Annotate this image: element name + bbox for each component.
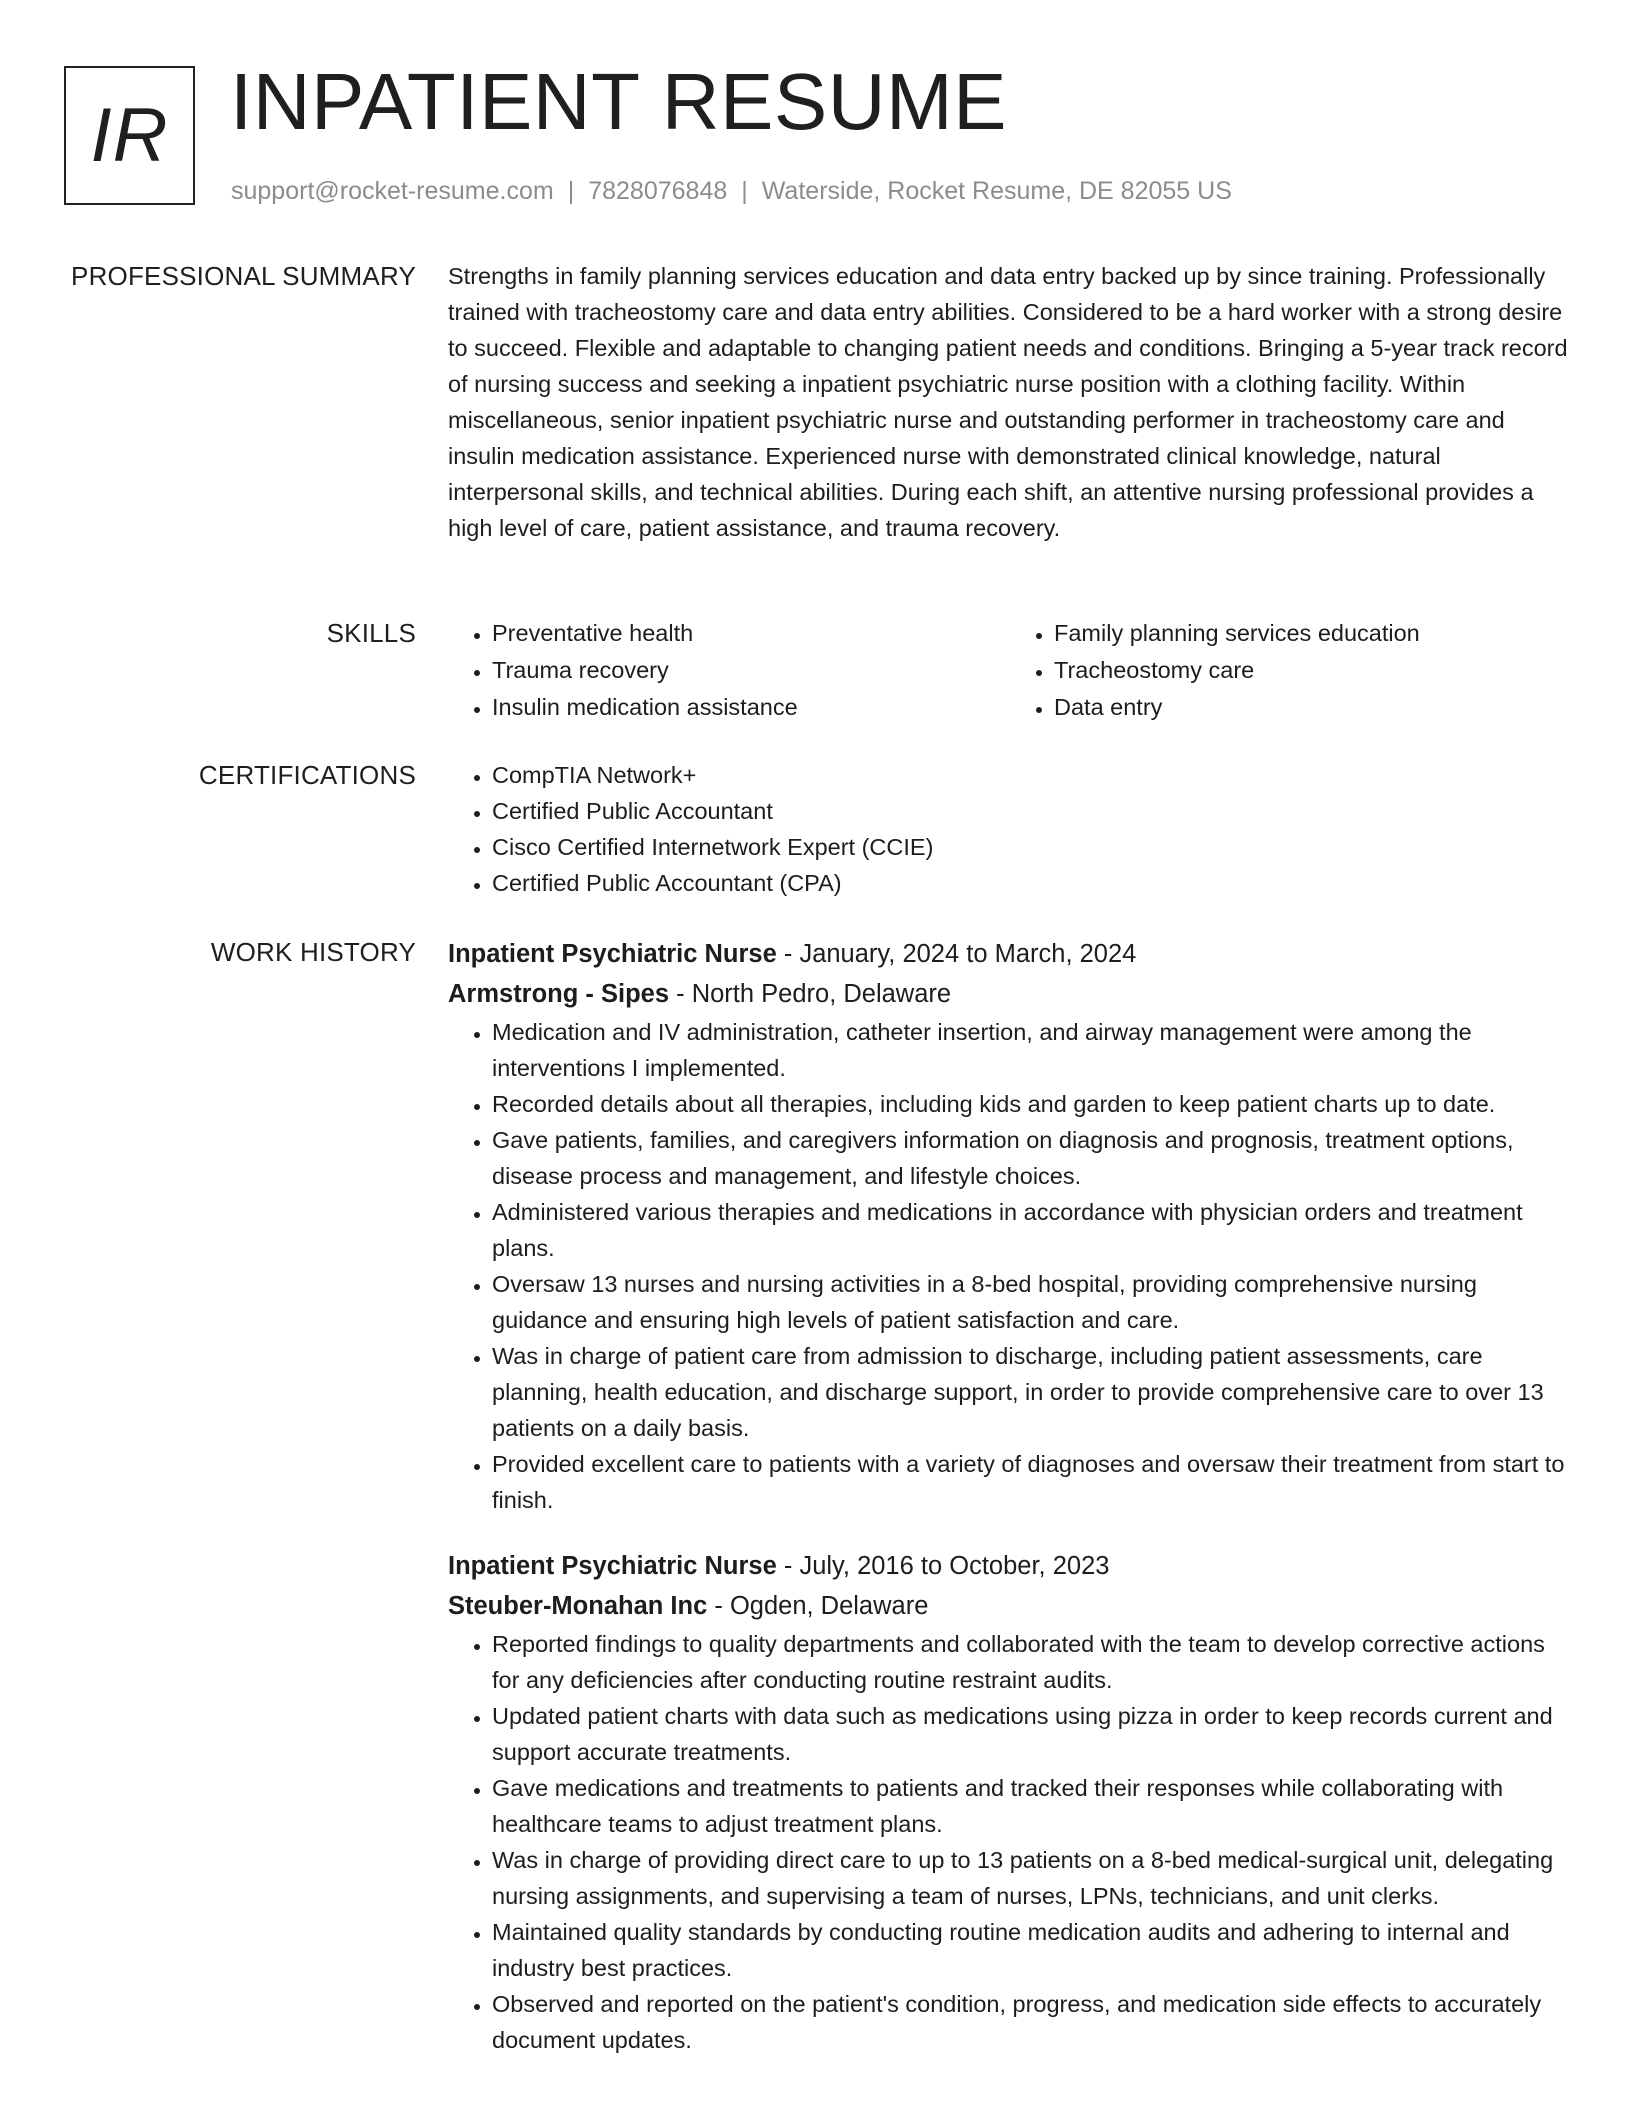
job-duty: • Updated patient charts with data such as medications using pizza in order to keep records current and support accurate treatments. <box>492 1698 1572 1770</box>
job-duty: • Maintained quality standards by conducting routine medication audits and adhering to internal and industry best practices. <box>492 1914 1572 1986</box>
job-dates: - July, 2016 to October, 2023 <box>776 1552 1110 1580</box>
job-duty: • Reported findings to quality departments and collaborated with the team to develop corrective actions for any deficiencies after conducting routine restraint audits. <box>492 1626 1572 1698</box>
job-location: - North Pedro, Delaware <box>669 980 952 1008</box>
job-duty: • Administered various therapies and medications in accordance with physician orders and treatment plans. <box>492 1194 1572 1266</box>
job-dates: - January, 2024 to March, 2024 <box>776 940 1137 968</box>
summary-text: Strengths in family planning services education and data entry backed up by since training. Professionally trained with tracheostomy care and data entry abilities. Considered to be a hard worker with a strong desire to succeed. Flexible and adaptable to changing patient needs and conditions. Bringing a 5-year track record of nursing success and seeking a inpatient psychiatric nurse position with a clothing facility. Within miscellaneous, senior inpatient psychiatric nurse and outstanding performer in tracheostomy care and insulin medication assistance. Experienced nurse with demonstrated clinical knowledge, natural interpersonal skills, and technical abilities. During each shift, an attentive nursing professional provides a high level of care, patient assistance, and trauma recovery. <box>448 263 1568 541</box>
skills-grid <box>448 615 1572 726</box>
job-duty: • Gave patients, families, and caregivers information on diagnosis and prognosis, treatment options, disease process and management, and lifestyle choices. <box>492 1122 1572 1194</box>
certification-item: • CompTIA Network+ <box>492 757 1572 793</box>
job-employer: Steuber-Monahan Inc <box>448 1592 708 1620</box>
certification-item: • Certified Public Accountant <box>492 793 1572 829</box>
job-employer-line <box>448 1586 1572 1626</box>
skill-item: • Data entry <box>1054 689 1572 726</box>
contact-email[interactable]: support@rocket-resume.com <box>231 177 554 205</box>
certifications-list <box>448 757 1572 901</box>
monogram-initials: IR <box>90 93 169 178</box>
job-duties-list <box>448 1626 1572 2058</box>
job-location: - Ogden, Delaware <box>707 1592 929 1620</box>
job-duty: • Observed and reported on the patient's condition, progress, and medication side effects to accurately document updates. <box>492 1986 1572 2058</box>
skills-heading: SKILLS <box>326 618 416 648</box>
skill-item: • Trauma recovery <box>492 652 1010 689</box>
job-title: Inpatient Psychiatric Nurse <box>448 1552 777 1580</box>
contact-line <box>231 174 1232 208</box>
job-duty: • Gave medications and treatments to patients and tracked their responses while collaborating with healthcare teams to adjust treatment plans. <box>492 1770 1572 1842</box>
skill-item: • Insulin medication assistance <box>492 689 1010 726</box>
certifications-body <box>448 757 1572 901</box>
skill-item: • Family planning services education <box>1054 615 1572 652</box>
monogram-badge <box>64 66 195 205</box>
summary-body <box>448 258 1572 546</box>
job-duties-list <box>448 1014 1572 1518</box>
job-duty: • Was in charge of patient care from admission to discharge, including patient assessments, care planning, health education, and discharge support, in order to provide comprehensive care to over 13 patients on a daily basis. <box>492 1338 1572 1446</box>
skill-item: • Preventative health <box>492 615 1010 652</box>
job-title-line <box>448 1546 1572 1586</box>
job-employer: Armstrong - Sipes <box>448 980 670 1008</box>
certifications-heading: CERTIFICATIONS <box>198 760 416 790</box>
contact-separator: | <box>741 177 748 205</box>
skill-item: • Tracheostomy care <box>1054 652 1572 689</box>
job-duty: • Medication and IV administration, catheter insertion, and airway management were among the interventions I implemented. <box>492 1014 1572 1086</box>
contact-separator: | <box>567 177 575 205</box>
job-entry <box>448 934 1572 1518</box>
certification-item: • Cisco Certified Internetwork Expert (CCIE) <box>492 829 1572 865</box>
job-duty: • Provided excellent care to patients with a variety of diagnoses and oversaw their treatment from start to finish. <box>492 1446 1572 1518</box>
job-title: Inpatient Psychiatric Nurse <box>448 940 777 968</box>
job-entry <box>448 1546 1572 2058</box>
contact-address: Waterside, Rocket Resume, DE 82055 US <box>761 177 1232 205</box>
summary-heading: PROFESSIONAL SUMMARY <box>71 261 416 291</box>
work-history-heading: WORK HISTORY <box>210 937 416 967</box>
job-duty: • Oversaw 13 nurses and nursing activities in a 8-bed hospital, providing comprehensive nursing guidance and ensuring high levels of patient satisfaction and care. <box>492 1266 1572 1338</box>
job-employer-line <box>448 974 1572 1014</box>
job-duty: • Was in charge of providing direct care to up to 13 patients on a 8-bed medical-surgical unit, delegating nursing assignments, and supervising a team of nurses, LPNs, technicians, and unit clerks. <box>492 1842 1572 1914</box>
certification-item: • Certified Public Accountant (CPA) <box>492 865 1572 901</box>
skills-list-left <box>448 615 1010 726</box>
work-history-body <box>448 934 1572 2086</box>
contact-phone[interactable]: 7828076848 <box>588 177 728 205</box>
resume-title: INPATIENT RESUME <box>230 57 1007 146</box>
job-title-line <box>448 934 1572 974</box>
skills-list-right <box>1010 615 1572 726</box>
job-duty: • Recorded details about all therapies, including kids and garden to keep patient charts up to date. <box>492 1086 1572 1122</box>
